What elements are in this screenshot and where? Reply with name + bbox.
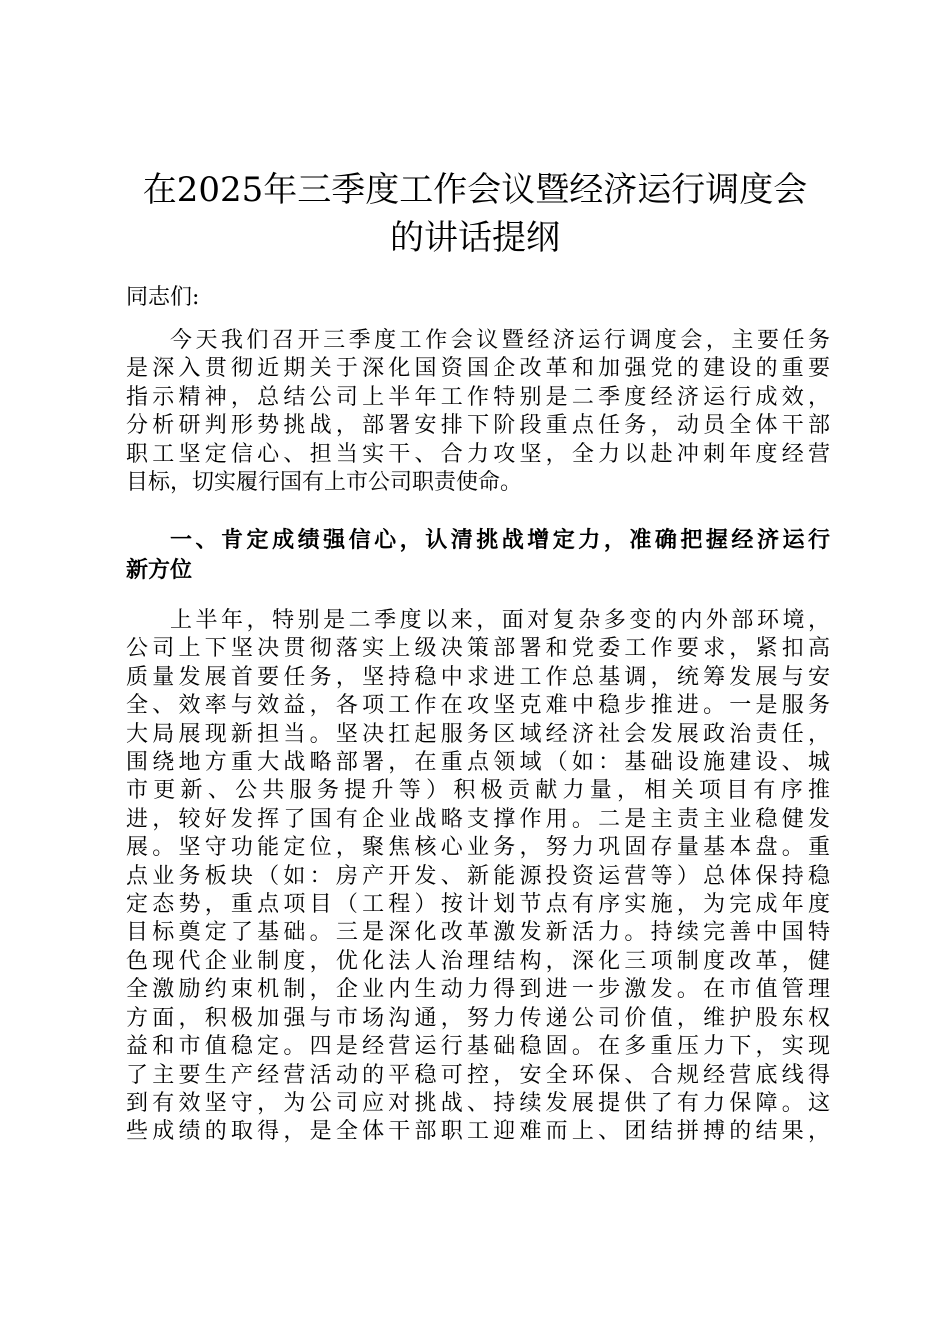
body-line: 定态势，重点项目（工程）按计划节点有序实施，为完成年度 (126, 892, 830, 918)
intro-line: 是深入贯彻近期关于深化国资国企改革和加强党的建设的重要 (126, 356, 830, 382)
title-line-1: 在2025年三季度工作会议暨经济运行调度会 (142, 170, 808, 210)
salutation: 同志们: (126, 285, 200, 310)
body-line: 全激励约束机制，企业内生动力得到进一步激发。在市值管理 (126, 977, 830, 1003)
body-line: 市更新、公共服务提升等）积极贡献力量，相关项目有序推 (126, 778, 830, 804)
intro-line: 目标，切实履行国有上市公司职责使命。 (126, 470, 523, 496)
body-line: 全、效率与效益，各项工作在攻坚克难中稳步推进。一是服务 (126, 693, 830, 719)
body-line: 展。坚守功能定位，聚焦核心业务，努力巩固存量基本盘。重 (126, 835, 830, 861)
body-line: 益和市值稳定。四是经营运行基础稳固。在多重压力下，实现 (126, 1034, 830, 1060)
body-line: 上半年，特别是二季度以来，面对复杂多变的内外部环境， (170, 608, 830, 633)
body-line: 进，较好发挥了国有企业战略支撑作用。二是主责主业稳健发 (126, 806, 830, 832)
body-line: 色现代企业制度，优化法人治理结构，深化三项制度改革，健 (126, 948, 830, 974)
body-line: 质量发展首要任务，坚持稳中求进工作总基调，统筹发展与安 (126, 664, 830, 690)
body-line: 大局展现新担当。坚决扛起服务区域经济社会发展政治责任， (126, 721, 830, 747)
body-line: 目标奠定了基础。三是深化改革激发新活力。持续完善中国特 (126, 920, 830, 946)
document-title (100, 166, 850, 262)
heading-line: 一、肯定成绩强信心，认清挑战增定力，准确把握经济运行 (170, 528, 830, 553)
body-line: 方面，积极加强与市场沟通，努力传递公司价值，维护股东权 (126, 1005, 830, 1031)
body-line: 公司上下坚决贯彻落实上级决策部署和党委工作要求，紧扣高 (126, 636, 830, 662)
body-line: 了主要生产经营活动的平稳可控，安全环保、合规经营底线得 (126, 1062, 830, 1088)
intro-line: 今天我们召开三季度工作会议暨经济运行调度会，主要任务 (170, 328, 830, 353)
heading-line: 新方位 (126, 558, 193, 583)
body-line: 到有效坚守，为公司应对挑战、持续发展提供了有力保障。这 (126, 1090, 830, 1116)
body-line: 些成绩的取得，是全体干部职工迎难而上、团结拼搏的结果， (126, 1119, 830, 1145)
title-line-2: 的讲话提纲 (390, 218, 560, 258)
body-line: 围绕地方重大战略部署，在重点领域（如：基础设施建设、城 (126, 750, 830, 776)
body-line: 点业务板块（如：房产开发、新能源投资运营等）总体保持稳 (126, 863, 830, 889)
section-1-heading (126, 526, 836, 586)
intro-paragraph (126, 327, 836, 497)
intro-line: 指示精神，总结公司上半年工作特别是二季度经济运行成效， (126, 384, 830, 410)
intro-line: 职工坚定信心、担当实干、合力攻坚，全力以赴冲刺年度经营 (126, 441, 830, 467)
intro-line: 分析研判形势挑战，部署安排下阶段重点任务，动员全体干部 (126, 413, 830, 439)
section-1-paragraph (126, 607, 836, 1147)
